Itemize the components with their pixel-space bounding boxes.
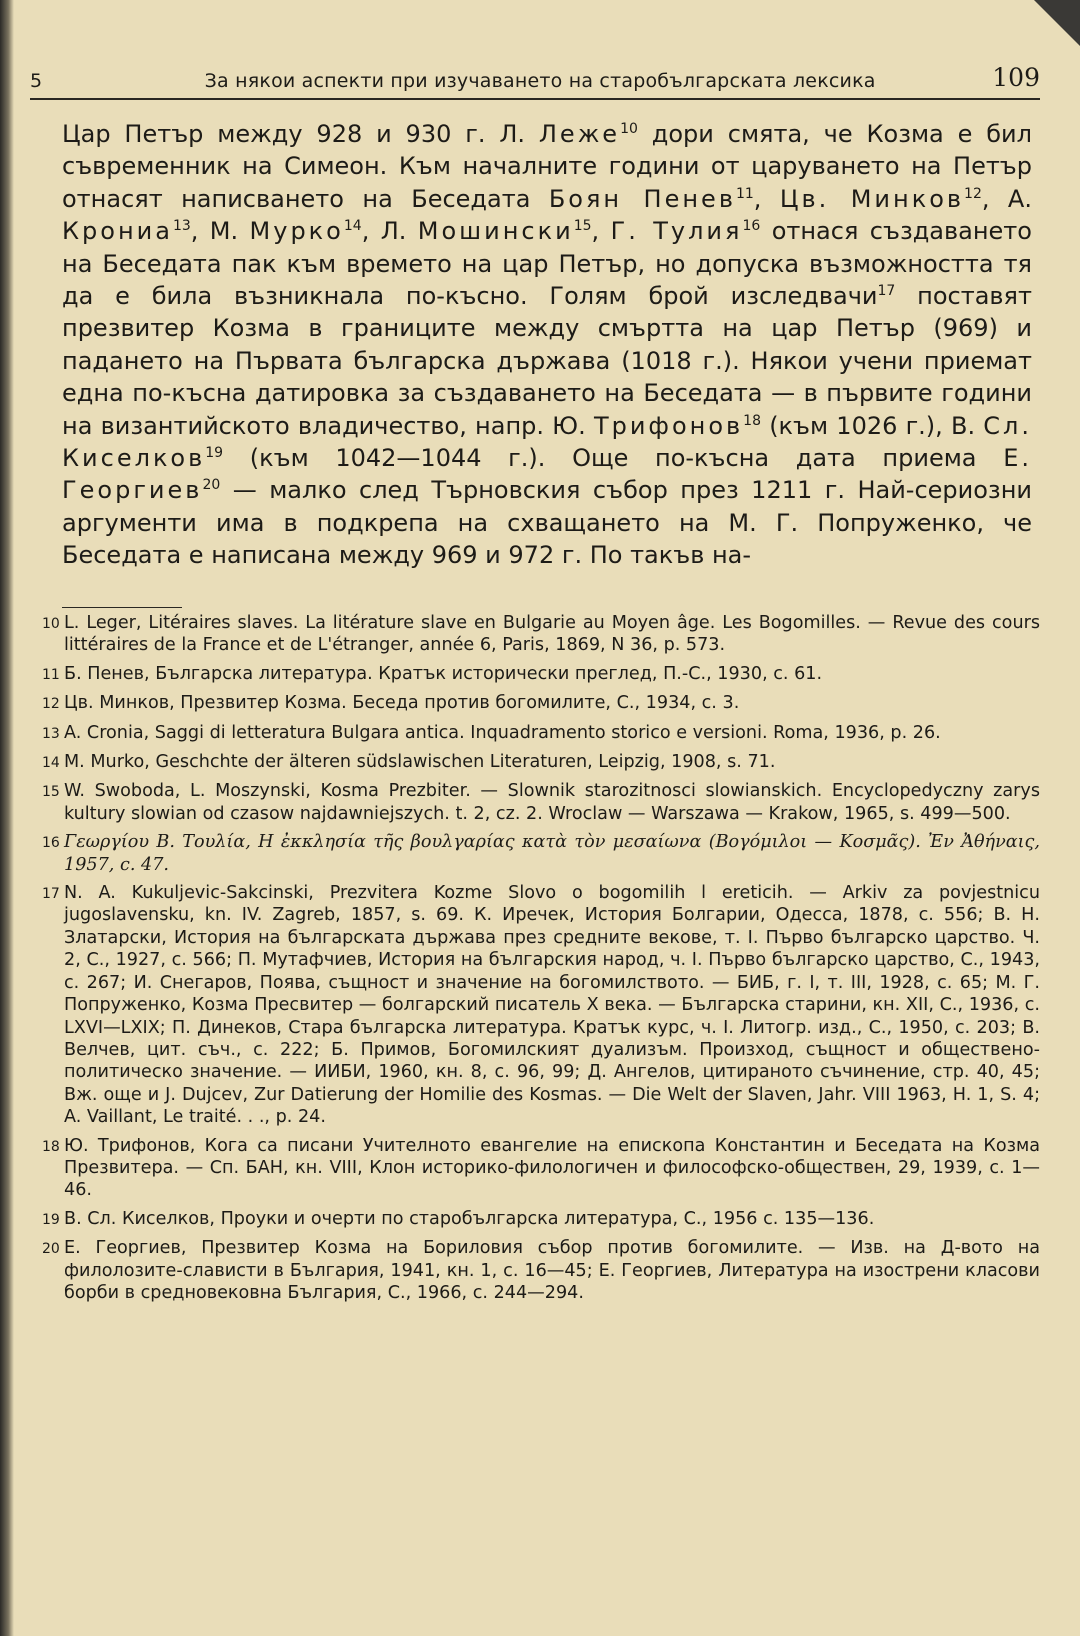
footnote-divider	[62, 607, 182, 608]
footnote-ref[interactable]: 20	[202, 477, 221, 494]
text-run: , Л.	[361, 217, 407, 246]
author-name: Боян Пенев	[548, 184, 736, 213]
author-name: Мурко	[249, 217, 344, 246]
footnote-number: 10	[42, 616, 60, 632]
footnote-ref[interactable]: 13	[172, 218, 191, 235]
footnote-item	[42, 751, 1040, 774]
footnotes-list	[42, 612, 1040, 1310]
section-number: 5	[30, 70, 43, 92]
text-run: поставят презвитер Козма в границите между смъртта на цар Петър (969) и падането на Първата българска държава (1018 г.). Някои учени приемат една по-късна датировка за създаването на Беседата — в първите години на византийското владичество, напр. Ю.	[62, 282, 1032, 440]
footnote-item	[42, 1135, 1040, 1202]
page-number: 109	[992, 63, 1040, 92]
footnote-item	[42, 1208, 1040, 1231]
footnote-ref[interactable]: 18	[743, 412, 761, 429]
footnote-text: W. Swoboda, L. Moszynski, Kosma Prezbiter. — Slownik starozitnosci slowianskich. Encyclopedyczny zarys kultury slowian od czasow najdawniejszych. t. 2, cz. 2. Wroclaw — Warszawa — Krakow, 1965, s. 499—500.	[64, 781, 1040, 824]
page-corner	[1034, 0, 1080, 46]
footnote-number: 14	[42, 755, 60, 772]
footnote-text: Γεωργίου Β. Τουλία, Η ἐκκλησία τῆς βουλγαρίας κατὰ τὸν μεσαίωνα (Βογόμιλοι — Κοσμᾶς). Ἐν Ἀθήναις, 1957, с. 47.	[64, 832, 1040, 875]
footnote-text: Ю. Трифонов, Кога са писани Учителното евангелие на епископа Константин и Беседата на Козма Презвитера. — Сп. БАН, кн. VIII, Клон историко-филологичен и философско-обществен, 29, 1939, с. 1—46.	[64, 1135, 1040, 1201]
footnote-ref[interactable]: 12	[964, 185, 982, 202]
text-run: , А.	[981, 184, 1032, 213]
footnote-text: L. Leger, Litéraires slaves. La litérature slave en Bulgarie au Moyen âge. Les Bogomilles. — Revue des cours littéraires de la France et de L'étranger, année 6, Paris, 1869, N 36, p. 573.	[64, 613, 1040, 656]
footnote-item	[42, 831, 1040, 876]
author-name: Леже	[538, 120, 621, 148]
author-name: Цв. Минков	[779, 184, 965, 213]
running-title: За някои аспекти при изучаването на старобългарската лексика	[204, 70, 876, 92]
text-run: , М.	[190, 217, 239, 246]
author-name: Мошински	[417, 217, 574, 246]
footnote-number: 13	[42, 725, 60, 742]
footnote-text: M. Murko, Geschchte der älteren südslawischen Literaturen, Leipzig, 1908, s. 71.	[64, 752, 776, 773]
footnote-ref[interactable]: 11	[735, 185, 754, 202]
main-paragraph	[62, 118, 1032, 572]
footnote-number: 11	[42, 666, 60, 683]
running-header	[30, 52, 1040, 100]
book-spine-shadow	[0, 0, 14, 1636]
author-name: Сл. Киселков	[62, 411, 1033, 473]
footnote-number: 15	[42, 784, 60, 801]
footnote-text: Цв. Минков, Презвитер Козма. Беседа против богомилите, С., 1934, с. 3.	[64, 693, 740, 714]
footnote-item	[42, 1237, 1040, 1304]
footnote-ref[interactable]: 14	[343, 218, 362, 235]
footnote-text: A. Cronia, Saggi di letteratura Bulgara antica. Inquadramento storico e versioni. Roma, 1936, p. 26.	[64, 722, 941, 743]
text-run: (към 1026 г.), В.	[769, 411, 976, 440]
footnote-ref[interactable]: 19	[205, 445, 224, 462]
footnote-item	[42, 692, 1040, 715]
author-name: Крониа	[62, 217, 173, 246]
footnote-number: 19	[42, 1211, 60, 1228]
text-run: — малко след Търновския събор през 1211 г. Най-сериозни аргументи има в подкрепа на схващането на М. Г. Попруженко, че Беседата е написана между 969 и 972 г. По такъв на-	[62, 476, 1032, 570]
footnote-number: 17	[42, 886, 60, 903]
footnote-text: Б. Пенев, Българска литература. Кратък исторически преглед, П.-С., 1930, с. 61.	[64, 663, 823, 684]
footnote-number: 18	[42, 1138, 60, 1155]
footnote-text: Е. Георгиев, Презвитер Козма на Бориловия събор против богомилите. — Изв. на Д-вото на филолозите-слависти в България, 1941, кн. 1, с. 16—45; Е. Георгиев, Литература на изострени класови борби в средновековна България, С., 1966, с. 244—294.	[64, 1238, 1040, 1303]
author-name: Г. Тулия	[610, 217, 743, 246]
footnote-item	[42, 780, 1040, 825]
footnote-text: N. A. Kukuljevic-Sakcinski, Prezvitera Kozme Slovo o bogomilih l ereticih. — Arkiv za povjestnicu jugoslavensku, kn. IV. Zagreb, 1857, s. 69. К. Иречек, История Болгарии, Одесса, 1878, с. 556; В. Н. Златарски, История на българската държава през средните векове, т. I. Първо българско царство. Ч. 2, С., 1927, с. 566; П. Мутафчиев, История на българския народ, ч. I. Първо българско царство, С., 1943, с. 267; И. Снегаров, Поява, същност и значение на богомилството. — БИБ, г. I, т. III, 1928, с. 65; М. Г. Попруженко, Козма Пресвитер — болгарский писатель X века. — Българска старини, кн. XII, С., 1936, с. LXVI—LXIX; П. Динеков, Стара българска литература. Кратък курс, ч. I. Литогр. изд., С., 1950, с. 203; В. Велчев, цит. съч., с. 222; Б. Примов, Богомилският дуализъм. Произход, същност и обществено-политическо значение. — ИИБИ, 1960, кн. 8, с. 96, 99; Д. Ангелов, цитираното съчинение, стр. 40, 45; Вж. още и J. Dujcev, Zur Datierung der Homilie des Kosmas. — Die Welt der Slaven, Jahr. VIII 1963, H. 1, S. 4; A. Vaillant, Le traité. . ., p. 24.	[64, 883, 1040, 1128]
footnote-ref[interactable]: 15	[573, 218, 592, 235]
footnote-ref[interactable]: 16	[742, 218, 761, 235]
footnote-text: В. Сл. Киселков, Проуки и очерти по старобългарска литература, С., 1956 с. 135—136.	[64, 1208, 875, 1229]
footnote-number: 20	[42, 1241, 60, 1258]
author-name: Трифонов	[593, 411, 744, 440]
text-run: ,	[753, 184, 762, 213]
footnote-item	[42, 612, 1040, 657]
footnote-number: 12	[42, 696, 60, 713]
text-run: (към 1042—1044 г.). Още по-късна дата приема	[249, 444, 977, 473]
author-name: Е. Георгиев	[62, 444, 1032, 505]
footnote-number: 16	[42, 835, 60, 852]
footnote-ref[interactable]: 10	[620, 121, 638, 137]
footnote-ref[interactable]: 17	[877, 283, 896, 300]
footnote-item	[42, 663, 1040, 686]
footnote-item	[42, 882, 1040, 1128]
text-run: отнася създаването на Беседата пак към времето на цар Петър, но допуска възможността тя да е била възникнала по-късно. Голям брой изследвачи	[62, 217, 1032, 311]
text-run: ,	[591, 217, 600, 246]
footnote-item	[42, 722, 1040, 745]
text-run: дори смята, че Козма е бил съвременник на Симеон. Към началните години от царуването на Петър отнасят написването на Беседата	[62, 120, 1032, 213]
text-run: Цар Петър между 928 и 930 г. Л.	[62, 120, 525, 148]
